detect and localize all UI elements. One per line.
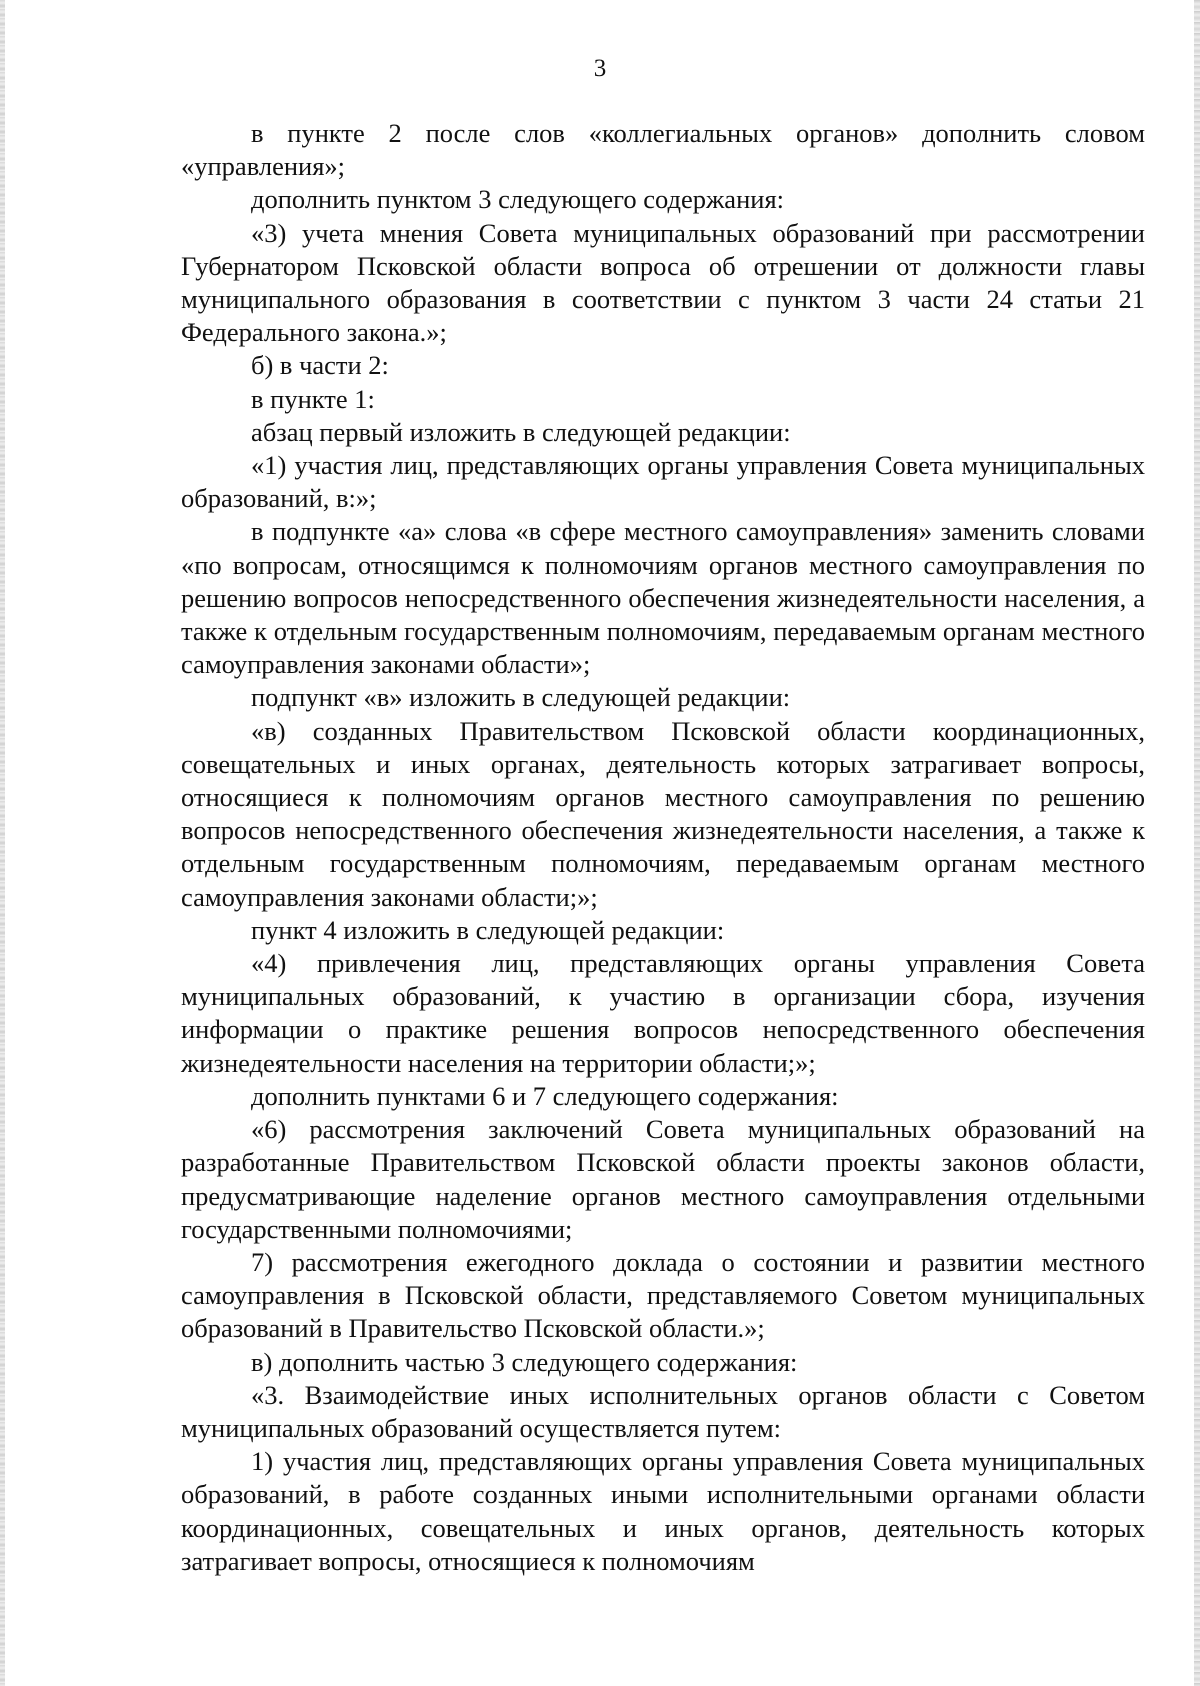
paragraph: в подпункте «а» слова «в сфере местного самоуправления» заменить словами «по вопросам, относящимся к полномочиям органов местного самоуправления по решению вопросов непосредственного обеспечения жизнедеятельности населения, а также к отдельным государственным полномочиям, передаваемым органам местного самоуправления законами области»; bbox=[181, 516, 1145, 680]
page-number: 3 bbox=[593, 55, 607, 82]
paragraph: 1) участия лиц, представляющих органы управления Совета муниципальных образований, в работе созданных иными исполнительными органами области координационных, совещательных и иных органов, деятельность которых затрагивает вопросы, относящиеся к полномочиям bbox=[181, 1446, 1145, 1576]
paragraph: б) в части 2: bbox=[251, 350, 389, 381]
paragraph: «в) созданных Правительством Псковской области координационных, совещательных и иных органах, деятельность которых затрагивает вопросы, относящиеся к полномочиям органов местного самоуправления по решению вопросов непосредственного обеспечения жизнедеятельности населения, а также к отдельным государственным полномочиям, передаваемым органам местного самоуправления законами области;»; bbox=[181, 715, 1145, 912]
paragraph: «6) рассмотрения заключений Совета муниципальных образований на разработанные Правительством Псковской области проекты законов области, предусматривающие наделение органов местного самоуправления отдельными государственными полномочиями; bbox=[181, 1114, 1145, 1244]
paragraph: «4) привлечения лиц, представляющих органы управления Совета муниципальных образований, к участию в организации сбора, изучения информации о практике решения вопросов непосредственного обеспечения жизнедеятельности населения на территории области;»; bbox=[181, 948, 1145, 1078]
scan-edge-left bbox=[0, 0, 5, 1686]
paragraph: «1) участия лиц, представляющих органы управления Совета муниципальных образований, в:»; bbox=[181, 450, 1145, 514]
paragraph: дополнить пунктами 6 и 7 следующего содержания: bbox=[251, 1080, 839, 1111]
paragraph: 7) рассмотрения ежегодного доклада о состоянии и развитии местного самоуправления в Псковской области, представляемого Советом муниципальных образований в Правительство Псковской области.»; bbox=[181, 1246, 1145, 1344]
paragraph: в пункте 2 после слов «коллегиальных органов» дополнить словом «управления»; bbox=[181, 118, 1145, 182]
body-text bbox=[181, 117, 1145, 1578]
paragraph: подпункт «в» изложить в следующей редакции: bbox=[251, 682, 791, 713]
paragraph: в пункте 1: bbox=[251, 383, 375, 414]
paragraph: абзац первый изложить в следующей редакции: bbox=[251, 416, 791, 447]
paragraph: дополнить пунктом 3 следующего содержания: bbox=[251, 184, 784, 215]
scan-edge-right bbox=[1194, 0, 1200, 1686]
paragraph: в) дополнить частью 3 следующего содержания: bbox=[251, 1346, 798, 1377]
paragraph: «3) учета мнения Совета муниципальных образований при рассмотрении Губернатором Псковской области вопроса об отрешении от должности главы муниципального образования в соответствии с пунктом 3 части 24 статьи 21 Федерального закона.»; bbox=[181, 217, 1145, 348]
paragraph: пункт 4 изложить в следующей редакции: bbox=[251, 914, 725, 945]
paragraph: «3. Взаимодействие иных исполнительных органов области с Советом муниципальных образований осуществляется путем: bbox=[181, 1379, 1145, 1443]
